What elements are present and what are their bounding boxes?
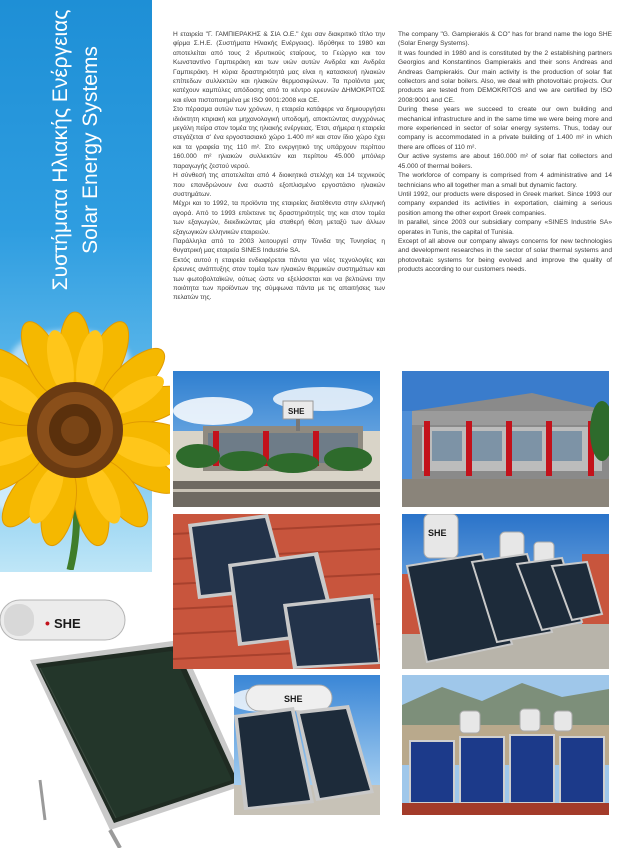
svg-text:•: • (45, 615, 50, 631)
roof-panels-photo (173, 514, 380, 669)
english-paragraph: Except of all above our company always concerns for new technologies and development researches in the sector of solar thermal systems and photovoltaic systems for being evolved and improve the quality of products according to our customers needs. (398, 237, 612, 274)
thermosiphons-roof-photo (402, 514, 609, 669)
english-text-column (398, 30, 612, 275)
heater-brand-label: SHE (54, 616, 81, 631)
left-decorative-column (0, 0, 152, 848)
title-english: Solar Energy Systems (79, 46, 102, 254)
sunflower-image (0, 290, 170, 570)
heater-two-panels-photo (234, 675, 380, 815)
greek-text-column (173, 30, 385, 303)
greek-paragraph: Η εταιρεία "Γ. ΓΑΜΠΙΕΡΑΚΗΣ & ΣΙΑ Ο.Ε." έχει σαν διακριτικό τίτλο την φίρμα Σ.Η.Ε. (Συστήματα Ηλιακής Ενέργειας). Ιδρύθηκε το 1980 και αποτελείται από τους 2 ιδρυτικούς εταίρους, το Γεώργιο και τον Κωνσταντίνο Γαμπιεράκη και των υιών αυτών Ανδρέα και Ανδρέα Γαμπιεράκη. Η κύρια δραστηριότητά μας είναι η κατασκευή ηλιακών επίπεδων συλλεκτών και ηλιακών θερμοσιφώνων. Τα προϊόντα μας κατέχουν καμπύλες απόδοσης από το κέντρο ερευνών ΔΗΜΟΚΡΙΤΟΣ και είναι πιστοποιημένα με ISO 9001:2008 και CE. (173, 31, 385, 104)
english-paragraph: In parallel, since 2003 our subsidiary company «SINES Industrie SA» operates in Tunis, the capital of Tunisia. (398, 219, 612, 236)
title-greek: Συστήματα Ηλιακής Ενέργειας (49, 9, 72, 291)
greek-paragraph: Εκτός αυτού η εταιρεία ενδιαφέρεται πάντα για νέες τεχνολογίες και έρευνες ανάπτυξης στον τομέα των ηλιακών θερμικών συστημάτων και των φωτοβολταϊκών, ούτως ώστε να εξελίσσεται και να βελτιώνει την ποιότητα των προϊόντων της σύμφωνα πάντα με τις απαιτήσεις των πελατών της. (173, 256, 385, 302)
factory-sign-label: SHE (288, 407, 305, 416)
panels-mountain-view-photo (402, 675, 609, 815)
greek-paragraph: Μέχρι και το 1992, τα προϊόντα της εταιρείας διατέθεντα στην ελληνική αγορά. Από το 1993 επέκτεινε τις δραστηριότητές της και στον τομέα των εξαγωγών, διεκδικώντας μία σταθερή θέση μεταξύ των άλλων εξαγωγικών ελληνικών εταιρειών. (173, 200, 385, 236)
english-paragraph: Until 1992, our products were disposed in Greek market. Since 1993 our company expanded its activities in exportation, claiming a serious position among the other export Greek companies. (398, 190, 612, 217)
greek-paragraph: Παράλληλα από το 2003 λειτουργεί στην Τύνιδα της Τυνησίας η θυγατρική μας εταιρεία SINES Industrie SA. (173, 237, 385, 255)
vertical-section-title (46, 10, 106, 291)
greek-paragraph: Στο πέρασμα αυτών των χρόνων, η εταιρεία κατάφερε να δημιουργήσει ιδιόκτητη κτιριακή και μηχανολογική υποδομή, αποκτώντας συγχρόνως μεγάλη πείρα στον τομέα της ηλιακής ενέργειας. Έτσι, σήμερα η εταιρεία στεγάζεται σ' ένα εργοστασιακό χώρο 1.400 m² και στον ίδιο χώρο έχει και τα γραφεία της 110 m². Στο ενεργητικό της υπάρχουν περίπου 160.000 m² ηλιακών συλλεκτών και περίπου 45.000 μπόιλερ παραγωγής ζεστού νερού. (173, 106, 385, 170)
greek-paragraph: Η σύνθεσή της αποτελείται από 4 διοικητικά στελέχη και 14 τεχνικούς που επανδρώνουν ένα σωστό εξοπλισμένο εργοστάσιο ηλιακών συστημάτων. (173, 172, 385, 198)
factory-front-photo (173, 371, 380, 507)
factory-side-photo (402, 371, 609, 507)
english-paragraph: The workforce of company is comprised from 4 administrative and 14 technicians who all together man a small but dynamic factory. (398, 172, 612, 189)
tank-brand-label: SHE (428, 528, 447, 538)
english-paragraph: Our active systems are about 160.000 m² of solar flat collectors and 45.000 of thermal boilers. (398, 153, 612, 170)
english-paragraph: It was founded in 1980 and is constituted by the 2 establishing partners Georgios and Konstantinos Gampierakis and their sons Andreas and Andreas Gampierakis. Our main activity is the production of solar flat collectors and solar boilers. Also, we deal with photovoltaic projects. Our products are tested from DEMOKRITOS and we are certified by ISO 2008:9001 and CE. (398, 49, 612, 104)
english-paragraph: The company "G. Gampierakis & CO" has for brand name the logo SHE (Solar Energy Systems). (398, 31, 612, 48)
heater-tank-label: SHE (284, 694, 303, 704)
english-paragraph: During these years we succeed to create our own building and mechanical infrastructure and in the same time we were being more and more experienced in sector of solar energy systems. Thus, today our company is accommodated in a private building of 1.400 m² in which there are offices of 110 m². (398, 106, 612, 151)
